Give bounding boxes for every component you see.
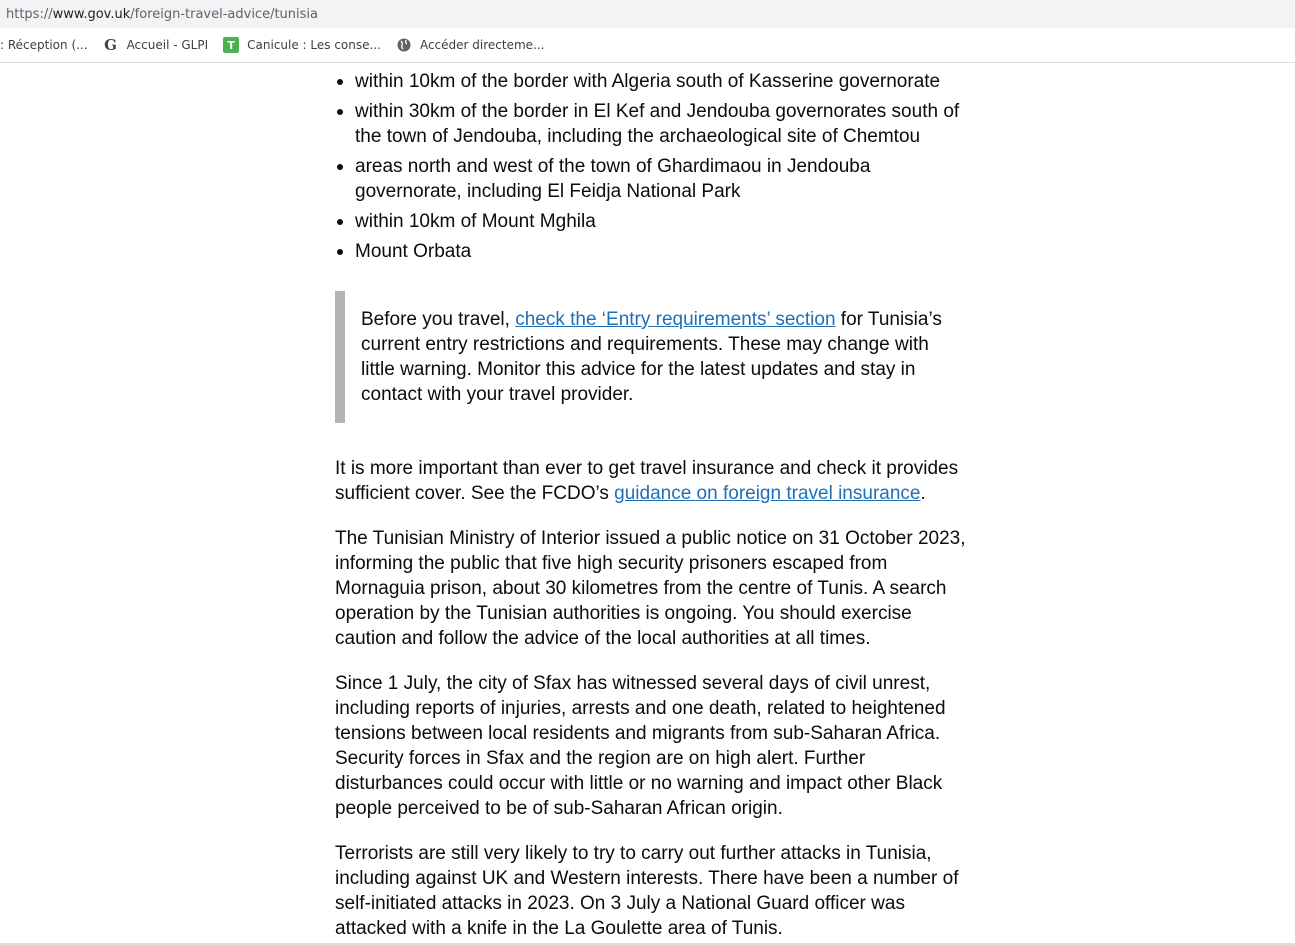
terrorism-paragraph: Terrorists are still very likely to try to carry out further attacks in Tunisia, including against UK and Western interests. There have been a number of self-initiated attacks in 2023. On 3 July a National Guard officer was attacked with a knife in the La Goulette area of Tunis. [335,843,959,939]
bookmark-acceder[interactable] [396,37,545,53]
inset-text-after: for Tunisia’s current entry restrictions and requirements. These may change with little warning. Monitor this advice for the latest updates and stay in contact with your travel provider. [361,309,942,405]
article-content [335,64,970,941]
list-item: within 10km of Mount Mghila [335,209,970,234]
url-scheme: https:// [6,6,53,22]
url-path: /foreign-travel-advice/tunisia [130,6,319,22]
t-icon: T [223,37,239,53]
globe-icon [396,37,412,53]
list-item: within 10km of the border with Algeria south of Kasserine governorate [335,69,970,94]
address-bar[interactable] [0,0,1295,28]
bookmark-reception[interactable] [0,38,88,52]
insurance-paragraph [335,456,970,506]
sfax-unrest-paragraph: Since 1 July, the city of Sfax has witnessed several days of civil unrest, including reports of injuries, arrests and one death, related to heightened tensions between local residents and migrants from sub-Saharan Africa. Security forces in Sfax and the region are on high alert. Further disturbances could occur with little or no warning and impact other Black people perceived to be of sub-Saharan African origin. [335,673,946,819]
list-item: areas north and west of the town of Ghardimaou in Jendouba governorate, including El Feidja National Park [335,154,970,204]
insurance-text-after: . [920,483,926,504]
bookmark-label: Canicule : Les conse... [247,38,381,52]
list-item: within 30km of the border in El Kef and Jendouba governorates south of the town of Jendouba, including the archaeological site of Chemtou [335,99,970,149]
insurance-text-before: It is more important than ever to get travel insurance and check it provides sufficient cover. See the FCDO’s [335,458,959,504]
bookmark-label: Accéder directeme... [419,38,545,52]
bookmarks-bar [0,28,1295,63]
glpi-icon: G [104,36,117,54]
bookmark-glpi[interactable] [103,37,209,53]
restricted-areas-list [335,69,970,264]
entry-requirements-link[interactable]: check the ‘Entry requirements’ section [515,309,836,330]
prison-escape-paragraph: The Tunisian Ministry of Interior issued a public notice on 31 October 2023, informing the public that five high security prisoners escaped from Mornaguia prison, about 30 kilometres from the centre of Tunis. A search operation by the Tunisian authorities is ongoing. You should exercise caution and follow the advice of the local authorities at all times. [335,528,966,649]
bookmark-canicule[interactable] [223,37,381,53]
list-item: Mount Orbata [335,239,970,264]
bookmark-label: Accueil - GLPI [126,38,209,52]
travel-insurance-link[interactable]: guidance on foreign travel insurance [614,483,921,504]
url-host: www.gov.uk [52,6,131,22]
inset-text [335,291,965,423]
bookmark-label: : Réception (... [0,38,88,52]
inset-text-before: Before you travel, [361,309,516,330]
